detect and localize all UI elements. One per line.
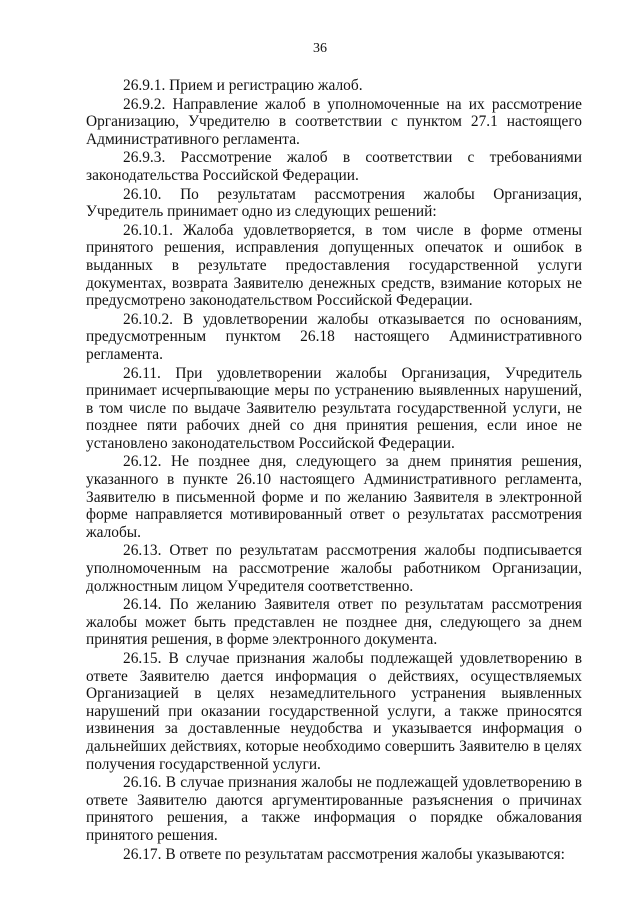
paragraph-26-12: 26.12. Не позднее дня, следующего за днем принятия решения, указанного в пункте 26.10 настоящего Административного регламента, Заявителю в письменной форме и по желанию Заявителя в электронной форме направляется мотивированный ответ о результатах рассмотрения жалобы. — [86, 453, 582, 541]
document-body — [86, 77, 582, 863]
paragraph-26-16: 26.16. В случае признания жалобы не подлежащей удовлетворению в ответе Заявителю даются аргументированные разъяснения о причинах принятого решения, а также информация о порядке обжалования принятого решения. — [86, 774, 582, 844]
paragraph-26-9-1: 26.9.1. Прием и регистрацию жалоб. — [123, 77, 363, 94]
paragraph-26-17: 26.17. В ответе по результатам рассмотрения жалобы указываются: — [123, 845, 565, 863]
paragraph-26-9-3: 26.9.3. Рассмотрение жалоб в соответствии с требованиями законодательства Российской Федерации. — [86, 149, 582, 184]
paragraph-26-10-2: 26.10.2. В удовлетворении жалобы отказывается по основаниям, предусмотренным пунктом 26.18 настоящего Административного регламента. — [86, 310, 582, 363]
paragraph-26-9-2: 26.9.2. Направление жалоб в уполномоченные на их рассмотрение Организацию, Учредителю в соответствии с пунктом 27.1 настоящего Административного регламента. — [86, 95, 582, 148]
paragraph-26-13: 26.13. Ответ по результатам рассмотрения жалобы подписывается уполномоченным на рассмотрение жалобы работником Организации, должностным лицом Учредителя соответственно. — [86, 542, 582, 595]
paragraph-26-10-1: 26.10.1. Жалоба удовлетворяется, в том числе в форме отмены принятого решения, исправления допущенных опечаток и ошибок в выданных в результате предоставления государственной услуги документах, возврата Заявителю денежных средств, взимание которых не предусмотрено законодательством Российской Федерации. — [86, 221, 582, 310]
paragraph-26-10: 26.10. По результатам рассмотрения жалобы Организация, Учредитель принимает одно из следующих решений: — [86, 185, 582, 221]
paragraph-26-15: 26.15. В случае признания жалобы подлежащей удовлетворению в ответе Заявителю дается информация о действиях, осуществляемых Организацией в целях незамедлительного устранения выявленных нарушений при оказании государственной услуги, а также приносятся извинения за доставленные неудобства и указывается информация о дальнейших действиях, которые необходимо совершить Заявителю в целях получения государственной услуги. — [86, 650, 582, 773]
paragraph-26-14: 26.14. По желанию Заявителя ответ по результатам рассмотрения жалобы может быть представлен не позднее дня, следующего за днем принятия решения, в форме электронного документа. — [86, 596, 582, 649]
paragraph-26-11: 26.11. При удовлетворении жалобы Организация, Учредитель принимает исчерпывающие меры по устранению выявленных нарушений, в том числе по выдаче Заявителю результата государственной услуги, не позднее пяти рабочих дней со дня принятия решения, если иное не установлено законодательством Российской Федерации. — [86, 364, 582, 452]
page-number: 36 — [313, 41, 327, 56]
